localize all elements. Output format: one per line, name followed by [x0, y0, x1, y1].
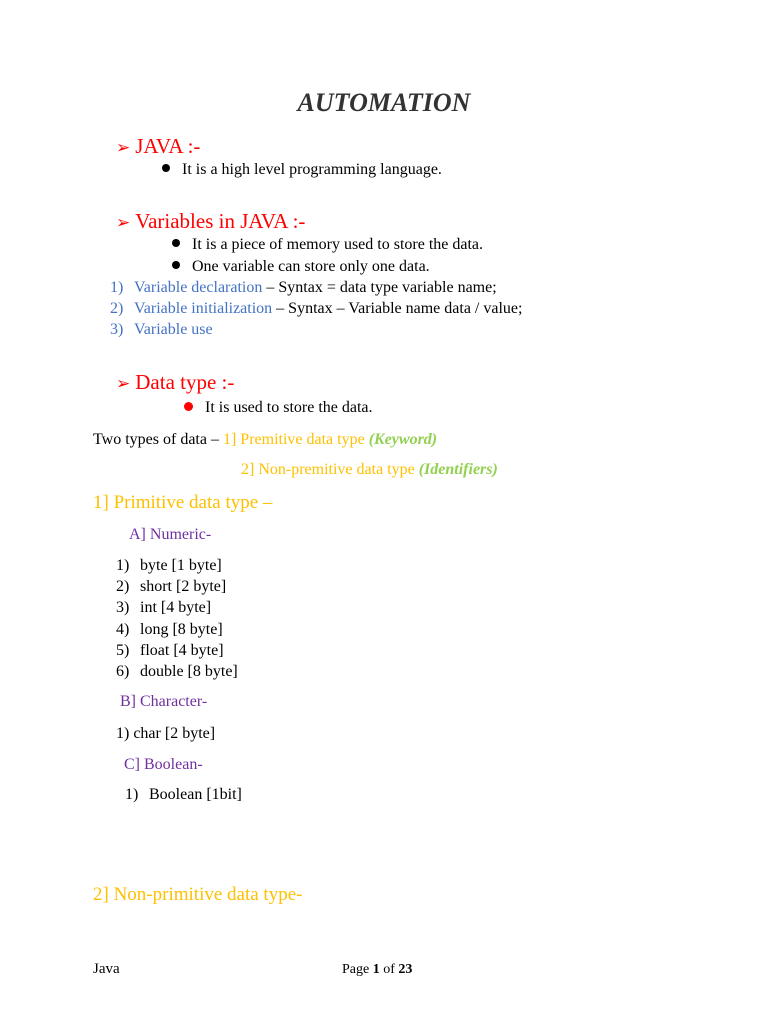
primitive-heading: 1] Primitive data type –	[93, 492, 273, 513]
character-label: B] Character-	[120, 693, 208, 710]
variables-item-1-label: Variable declaration	[134, 279, 263, 296]
variables-heading-text: Variables in JAVA :-	[135, 209, 306, 233]
numeric-item-text: byte [1 byte]	[140, 557, 222, 574]
variables-item-3	[110, 321, 213, 339]
variables-bullet-1	[172, 236, 483, 254]
list-number: 1)	[110, 279, 124, 296]
page-number	[342, 962, 412, 978]
variables-bullet-2-text: One variable can store only one data.	[192, 258, 430, 275]
numeric-item-1	[116, 557, 222, 575]
list-number: 2)	[116, 578, 130, 595]
variables-bullet-1-text: It is a piece of memory used to store the data.	[192, 236, 484, 253]
variables-heading	[116, 209, 305, 234]
java-heading-text: JAVA :-	[135, 134, 201, 158]
list-number: 1)	[116, 557, 130, 574]
non-primitive-heading: 2] Non-primitive data type-	[93, 884, 303, 905]
numeric-item-text: int [4 byte]	[140, 599, 212, 616]
bullet-dot-icon	[172, 261, 180, 269]
datatype-bullet-1-text: It is used to store the data.	[205, 399, 373, 416]
list-number: 3)	[110, 321, 124, 338]
list-number: 3)	[116, 599, 130, 616]
list-number: 1)	[125, 786, 139, 803]
datatype-heading	[116, 370, 234, 395]
java-bullet-1	[162, 161, 442, 179]
list-number: 6)	[116, 663, 130, 680]
list-number: 4)	[116, 621, 130, 638]
numeric-item-6	[116, 663, 238, 681]
character-item: 1) char [2 byte]	[116, 725, 216, 742]
type2-line	[241, 461, 498, 479]
numeric-item-2	[116, 578, 226, 596]
boolean-item-text: Boolean [1bit]	[149, 786, 242, 803]
variables-item-1-syntax: – Syntax = data type variable name;	[262, 279, 497, 296]
java-bullet-1-text: It is a high level programming language.	[182, 161, 442, 178]
page-prefix: Page	[342, 962, 373, 977]
numeric-item-3	[116, 599, 211, 617]
arrow-bullet-icon: ➢	[116, 374, 131, 393]
document-title: AUTOMATION	[297, 88, 471, 117]
variables-item-1	[110, 279, 497, 297]
datatype-heading-text: Data type :-	[135, 370, 235, 394]
two-types-line	[93, 431, 437, 449]
variables-item-2-syntax: – Syntax – Variable name data / value;	[272, 300, 523, 317]
numeric-item-text: double [8 byte]	[140, 663, 238, 680]
java-heading	[116, 134, 200, 159]
page-current: 1	[372, 962, 380, 977]
boolean-label: C] Boolean-	[124, 756, 203, 773]
variables-item-2-label: Variable initialization	[134, 300, 273, 317]
type1-tag: (Keyword)	[368, 431, 438, 448]
bullet-dot-icon	[162, 164, 170, 172]
numeric-item-text: short [2 byte]	[140, 578, 227, 595]
numeric-item-text: long [8 byte]	[140, 621, 223, 638]
type2-tag: (Identifiers)	[418, 461, 498, 478]
two-types-prefix: Two types of data –	[93, 431, 223, 448]
footer-left: Java	[93, 961, 120, 977]
type2-label: 2] Non-premitive data type	[241, 461, 419, 478]
numeric-item-5	[116, 642, 224, 660]
variables-item-3-label: Variable use	[134, 321, 213, 338]
variables-bullet-2	[172, 258, 430, 276]
variables-item-2	[110, 300, 522, 318]
arrow-bullet-icon: ➢	[116, 138, 131, 157]
page-total: 23	[398, 962, 413, 977]
arrow-bullet-icon: ➢	[116, 213, 131, 232]
numeric-item-text: float [4 byte]	[140, 642, 224, 659]
numeric-label: A] Numeric-	[129, 526, 212, 543]
page-of: of	[379, 962, 399, 977]
boolean-item	[125, 786, 242, 804]
list-number: 2)	[110, 300, 124, 317]
bullet-dot-icon	[172, 239, 180, 247]
list-number: 5)	[116, 642, 130, 659]
type1-label: 1] Premitive data type	[222, 431, 369, 448]
red-bullet-dot-icon	[184, 402, 193, 411]
datatype-bullet-1	[184, 399, 373, 417]
numeric-item-4	[116, 621, 223, 639]
